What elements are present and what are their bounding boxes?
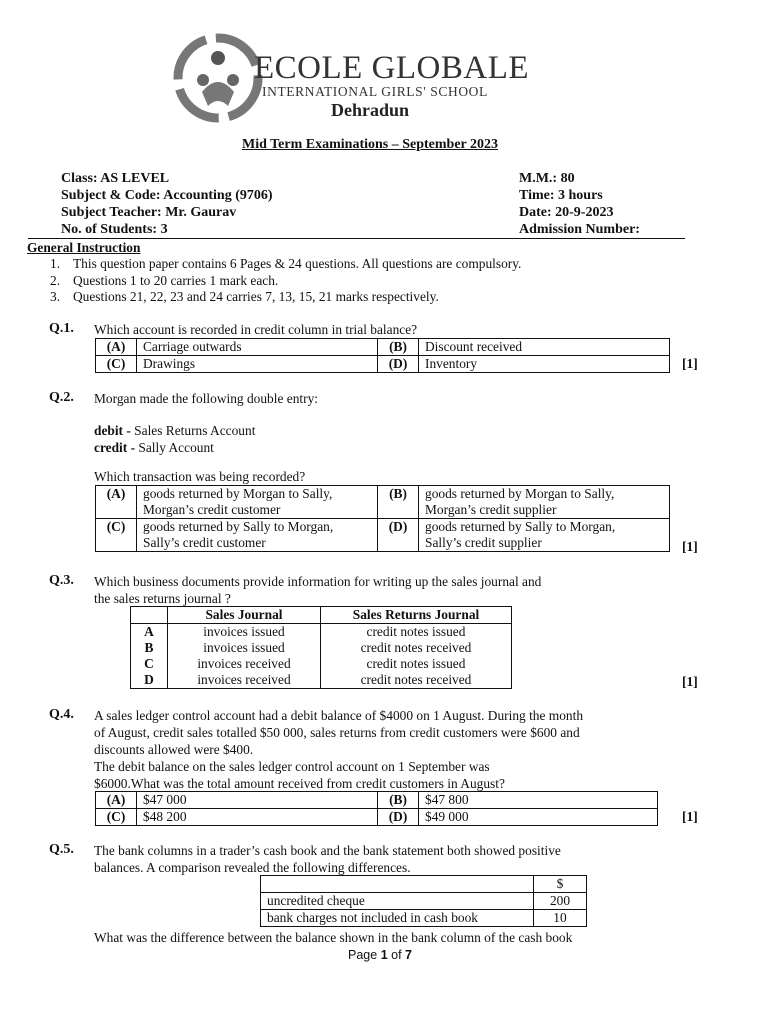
students-info: No. of Students: 3 — [61, 222, 168, 237]
table-row: C invoices received credit notes issued — [131, 656, 512, 672]
option-label: (B) — [378, 792, 419, 809]
exam-date: Date: 20-9-2023 — [519, 205, 614, 220]
q2-credit-line: credit - Sally Account — [94, 440, 214, 455]
q5-number: Q.5. — [49, 842, 74, 857]
exam-time: Time: 3 hours — [519, 188, 603, 203]
option-text: $47 000 — [137, 792, 378, 809]
class-info: Class: AS LEVEL — [61, 171, 170, 186]
q4-mark: [1] — [682, 809, 698, 824]
option-text: Discount received — [419, 339, 670, 356]
option-label: (A) — [96, 339, 137, 356]
instructions-list — [50, 256, 521, 306]
table-header-blank — [131, 607, 168, 624]
school-city: Dehradun — [331, 100, 410, 120]
q4-text: A sales ledger control account had a debit balance of $4000 on 1 August. During the month of August, credit sales totalled $50 000, sales returns from credit customers were $600 and discounts allowed were $400. The debit balance on the sales ledger control account on 1 September was $6000.What was the total amount received from credit customers in August? — [94, 708, 584, 791]
option-text: Carriage outwards — [137, 339, 378, 356]
table-row: uncredited cheque 200 — [261, 893, 587, 910]
q5-text-line1: The bank columns in a trader’s cash book and the bank statement both showed positive — [94, 843, 561, 858]
teacher-info: Subject Teacher: Mr. Gaurav — [61, 205, 237, 220]
exam-meta-right — [519, 170, 640, 238]
option-text: goods returned by Morgan to Sally, Morgan’s credit customer — [137, 486, 378, 519]
q2-options-table — [95, 485, 670, 552]
table-row: bank charges not included in cash book 10 — [261, 910, 587, 927]
q5-text-line2: balances. A comparison revealed the following differences. — [94, 860, 411, 875]
q2-mark: [1] — [682, 539, 698, 554]
q2-text: Morgan made the following double entry: — [94, 391, 318, 406]
instructions-title: General Instruction — [27, 240, 141, 255]
exam-title: Mid Term Examinations – September 2023 — [241, 137, 499, 152]
table-header: Sales Journal — [168, 607, 321, 624]
q5-differences-table — [260, 875, 587, 927]
option-label: (D) — [378, 809, 419, 826]
school-name: ECOLE GLOBALE — [254, 50, 530, 86]
max-marks: M.M.: 80 — [519, 171, 575, 186]
option-label: (A) — [96, 486, 137, 519]
table-row: A invoices issued credit notes issued — [131, 624, 512, 641]
option-label: (D) — [378, 519, 419, 552]
q2-prompt: Which transaction was being recorded? — [94, 469, 306, 484]
option-label: (C) — [96, 519, 137, 552]
option-text: $48 200 — [137, 809, 378, 826]
option-text: goods returned by Sally to Morgan, Sally’s credit customer — [137, 519, 378, 552]
total-pages: 7 — [405, 948, 412, 962]
option-text: Inventory — [419, 356, 670, 373]
table-row: D invoices received credit notes received — [131, 672, 512, 689]
subject-info: Subject & Code: Accounting (9706) — [61, 188, 273, 203]
q3-number: Q.3. — [49, 573, 74, 588]
option-text: goods returned by Morgan to Sally, Morgan’s credit supplier — [419, 486, 670, 519]
exam-meta-left — [61, 170, 273, 238]
table-row: B invoices issued credit notes received — [131, 640, 512, 656]
option-text: $49 000 — [419, 809, 658, 826]
option-text: goods returned by Sally to Morgan, Sally’s credit supplier — [419, 519, 670, 552]
option-label: (A) — [96, 792, 137, 809]
q3-mark: [1] — [682, 674, 698, 689]
q3-journal-table — [130, 606, 512, 689]
q3-text-line1: Which business documents provide information for writing up the sales journal and — [94, 574, 542, 589]
instruction-item: 3. Questions 21, 22, 23 and 24 carries 7, 13, 15, 21 marks respectively. — [50, 289, 439, 304]
instruction-item: 1. This question paper contains 6 Pages & 24 questions. All questions are compulsory. — [50, 256, 522, 271]
q3-text-line2: the sales returns journal ? — [94, 591, 231, 606]
q1-text: Which account is recorded in credit column in trial balance? — [94, 322, 418, 337]
admission-number: Admission Number: — [519, 222, 640, 237]
q2-debit-line: debit - Sales Returns Account — [94, 423, 256, 438]
school-logo — [172, 32, 264, 124]
q4-options-table — [95, 791, 658, 826]
option-label: (C) — [96, 809, 137, 826]
option-label: (C) — [96, 356, 137, 373]
q5-text-line3: What was the difference between the balance shown in the bank column of the cash book — [94, 930, 573, 945]
q4-number: Q.4. — [49, 707, 74, 722]
q2-number: Q.2. — [49, 390, 74, 405]
instruction-item: 2. Questions 1 to 20 carries 1 mark each. — [50, 272, 279, 288]
q1-number: Q.1. — [49, 321, 74, 336]
school-subtitle: INTERNATIONAL GIRLS' SCHOOL — [262, 84, 488, 99]
option-label: (B) — [378, 486, 419, 519]
q1-options-table — [95, 338, 670, 373]
table-header: Sales Returns Journal — [321, 607, 512, 624]
option-label: (D) — [378, 356, 419, 373]
currency-header: $ — [534, 876, 587, 893]
current-page: 1 — [380, 948, 388, 962]
page-footer: Page 1 of 7 — [348, 948, 412, 962]
q1-mark: [1] — [682, 356, 698, 371]
table-row — [261, 876, 587, 893]
header-divider — [28, 238, 685, 239]
option-label: (B) — [378, 339, 419, 356]
option-text: Drawings — [137, 356, 378, 373]
option-text: $47 800 — [419, 792, 658, 809]
